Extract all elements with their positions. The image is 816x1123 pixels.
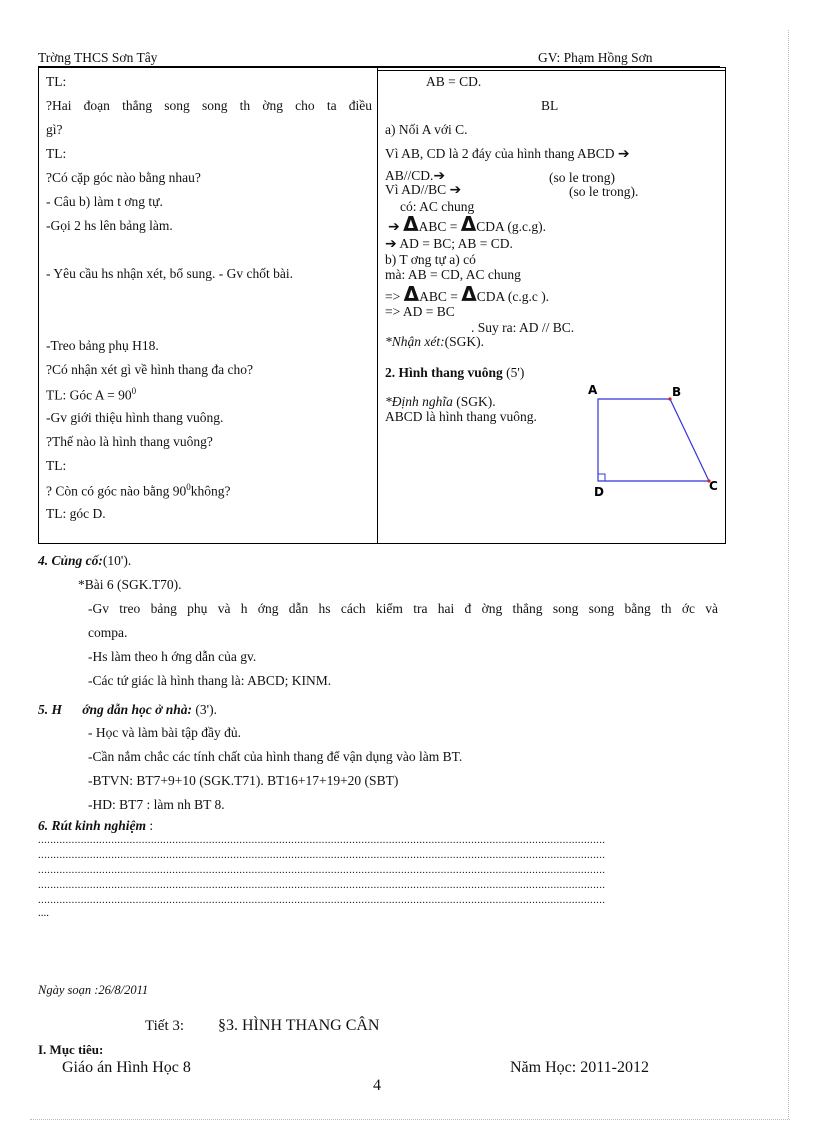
left-line: ?Có nhận xét gì về hình thang đa cho?	[46, 362, 253, 377]
huong-dan-line: -BTVN: BT7+9+10 (SGK.T71). BT16+17+19+20 (SBT)	[88, 773, 399, 788]
left-line: ? Còn có góc nào bằng $90^0không$?	[46, 482, 231, 499]
left-line: -Treo bảng phụ H18.	[46, 338, 159, 353]
left-line: - Câu b) làm t ơng tự.	[46, 194, 163, 209]
huong-dan-line: -Cần nắm chắc các tính chất của hình thang để vận dụng vào làm BT.	[88, 749, 463, 764]
left-line: TL:	[46, 146, 67, 161]
section-hinh-thang-vuong: 2. Hình thang vuông (5')	[385, 365, 525, 380]
section-cung-co: 4. Củng cố:(10').	[38, 553, 132, 568]
page-boundary	[30, 1119, 790, 1120]
implies-arrow-icon: ➔	[388, 219, 400, 235]
right-impl2: => AD = BC	[385, 304, 455, 319]
right-a-noi: a) Nối A với C.	[385, 122, 468, 137]
left-line: ?Thế nào là hình thang vuông?	[46, 434, 213, 449]
page-boundary	[788, 30, 789, 1119]
implies-arrow-icon: ➔	[617, 146, 630, 162]
right-vi-ad: Vì AD//BC ➔	[385, 182, 462, 198]
right-abcd-vuong: ABCD là hình thang vuông.	[385, 409, 537, 424]
table-right-top-rule	[378, 70, 726, 71]
dotted-line: ..........................................................................................................................................................................................	[38, 879, 606, 891]
vertex-label-b: B	[672, 385, 682, 399]
dotted-line: ..........................................................................................................................................................................................	[38, 894, 606, 906]
cung-co-line: *Bài 6 (SGK.T70).	[78, 577, 182, 592]
left-line: TL:	[46, 74, 67, 89]
right-b-tuong: b) T ơng tự a) có	[385, 252, 476, 267]
implies-arrow-icon: ➔	[385, 236, 397, 252]
right-co-ac: có: AC chung	[400, 199, 475, 214]
left-line: TL:	[46, 458, 67, 473]
right-ma: mà: AB = CD, AC chung	[385, 267, 521, 282]
header-school: Trờng THCS Sơn Tây	[38, 50, 158, 65]
right-ab-cd: AB = CD.	[426, 74, 482, 89]
right-nhan-xet: *Nhận xét:(SGK).	[385, 334, 484, 349]
left-line: ?Có cặp góc nào bằng nhau?	[46, 170, 201, 185]
vertex-label-a: A	[588, 383, 598, 397]
left-line: TL: Góc $A = 90^0$	[46, 386, 137, 403]
huong-dan-line: -HD: BT7 : làm nh BT 8.	[88, 797, 225, 812]
left-line: ?Hai đoạn thẳng song song th ờng cho ta điều	[46, 98, 372, 113]
trapezoid-shape	[598, 399, 709, 481]
page-number: 4	[373, 1077, 381, 1094]
footer-right: Năm Học: 2011-2012	[510, 1059, 649, 1076]
cung-co-line: -Hs làm theo h ớng dẫn của gv.	[88, 649, 257, 664]
section-rut-kinh-nghiem: 6. Rút kinh nghiệm :	[38, 818, 154, 833]
cung-co-line: compa.	[88, 625, 128, 640]
right-vi-ab: Vì AB, CD là 2 đáy của hình thang ABCD ➔	[385, 146, 630, 162]
left-line: -Gọi 2 hs lên bảng làm.	[46, 218, 173, 233]
header-teacher: GV: Phạm Hồng Sơn	[538, 50, 653, 65]
muc-tieu: I. Mục tiêu:	[38, 1042, 104, 1057]
right-ab-par: AB//CD.➔	[385, 168, 446, 184]
triangle-icon: Δ	[403, 212, 419, 236]
right-congruence-2: => ΔABC = ΔCDA (c.g.c ).	[385, 282, 550, 306]
left-line: - Yêu cầu hs nhận xét, bổ sung. - Gv chốt bài.	[46, 266, 293, 281]
right-suy-ra: . Suy ra: AD // BC.	[471, 320, 575, 335]
dotted-line-end: ....	[38, 907, 49, 919]
implies-arrow-icon: ➔	[449, 182, 462, 198]
triangle-icon: Δ	[461, 282, 477, 306]
footer-left: Giáo án Hình Học 8	[62, 1059, 191, 1076]
right-trapezoid-figure	[580, 380, 726, 500]
left-line: -Gv giới thiệu hình thang vuông.	[46, 410, 224, 425]
triangle-icon: Δ	[403, 282, 420, 306]
vertex-label-d: D	[594, 485, 604, 499]
table-divider	[377, 67, 378, 544]
right-bl: BL	[541, 98, 559, 113]
dotted-line: ..........................................................................................................................................................................................	[38, 834, 606, 846]
left-line: gì?	[46, 122, 63, 137]
tiet-label: Tiết 3:	[145, 1018, 185, 1034]
triangle-icon: Δ	[460, 212, 477, 236]
section-huong-dan: 5. H ớng dẫn học ở nhà: (3').	[38, 702, 217, 717]
lesson-title: §3. HÌNH THANG CÂN	[218, 1017, 380, 1034]
dotted-line: ..........................................................................................................................................................................................	[38, 864, 606, 876]
left-line: TL: góc D.	[46, 506, 106, 521]
right-angle-marker	[598, 474, 605, 481]
right-ad-bc: ➔ AD = BC; AB = CD.	[385, 236, 513, 252]
dotted-line: ..........................................................................................................................................................................................	[38, 849, 606, 861]
right-congruence-1: ➔ ΔABC = ΔCDA (g.c.g).	[388, 212, 546, 236]
ngay-soan: Ngày soạn :26/8/2011	[38, 983, 149, 997]
implies-arrow-icon: ➔	[433, 168, 446, 184]
cung-co-line: -Các tứ giác là hình thang là: ABCD; KINM.	[88, 673, 332, 688]
vertex-label-c: C	[709, 479, 718, 493]
right-so-le-1: (so le trong)	[549, 170, 615, 185]
right-dinh-nghia: *Định nghĩa (SGK).	[385, 394, 496, 409]
right-so-le-2: (so le trong).	[569, 184, 639, 199]
cung-co-line: -Gv treo bảng phụ và h ớng dẫn hs cách kiểm tra hai đ ờng thẳng song song bằng th ớc và	[88, 601, 718, 616]
huong-dan-line: - Học và làm bài tập đầy đủ.	[88, 725, 241, 740]
